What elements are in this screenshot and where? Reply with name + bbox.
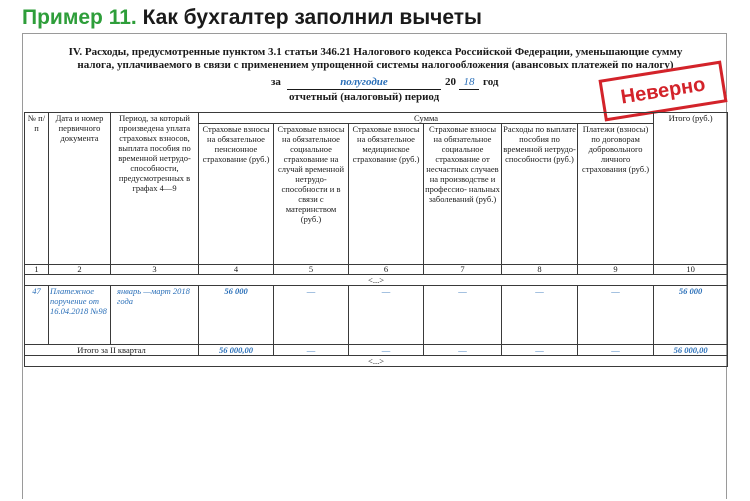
- page-title: [22, 6, 482, 30]
- header-period: Период, за который произведена уплата страховых взносов, выплата пособия по временной нетрудо- способности, предусмотренных в графах 4—9: [111, 113, 199, 265]
- header-c6: Страховые взносы на обязательное медицинское страхование (руб.): [349, 124, 424, 265]
- col-num: 8: [502, 265, 578, 275]
- total-c6: —: [349, 345, 424, 356]
- incorrect-stamp: Неверно: [598, 61, 727, 122]
- header-doc: Дата и номер первичного документа: [49, 113, 111, 265]
- ellipsis-row: [25, 275, 728, 286]
- row-c6: —: [349, 286, 424, 345]
- total-row: [25, 345, 728, 356]
- title-rest: Как бухгалтер заполнил вычеты: [136, 6, 482, 29]
- col-num: 7: [424, 265, 502, 275]
- row-doc: Платежное поручение от 16.04.2018 №98: [49, 286, 111, 345]
- header-total: Итого (руб.): [654, 113, 728, 265]
- row-total: 56 000: [654, 286, 728, 345]
- total-c8: —: [502, 345, 578, 356]
- year-prefix: 20: [445, 76, 456, 88]
- header-no: № п/п: [25, 113, 49, 265]
- header-c4: Страховые взносы на обязательное пенсионное страхование (руб.): [199, 124, 274, 265]
- total-sum: 56 000,00: [654, 345, 728, 356]
- year-value: 18: [459, 76, 479, 90]
- year-suffix: год: [483, 76, 499, 88]
- col-num: 5: [274, 265, 349, 275]
- total-c5: —: [274, 345, 349, 356]
- header-sum: Сумма: [199, 113, 654, 124]
- header-c5: Страховые взносы на обязательное социальное страхование на случай временной нетрудо- способности и в связи с материнством (руб.): [274, 124, 349, 265]
- col-num: 3: [111, 265, 199, 275]
- ellipsis-text: <...>: [25, 275, 728, 286]
- col-num: 10: [654, 265, 728, 275]
- total-label: Итого за II квартал: [25, 345, 199, 356]
- col-num: 6: [349, 265, 424, 275]
- expenses-table: [24, 112, 728, 367]
- ellipsis-row-bottom: [25, 356, 728, 367]
- ellipsis-text: <...>: [25, 356, 728, 367]
- section-heading-line1: IV. Расходы, предусмотренные пунктом 3.1 статьи 346.21 Налогового кодекса Российской Федерации, уменьшающие сумму: [68, 46, 683, 58]
- col-num: 4: [199, 265, 274, 275]
- column-number-row: [25, 265, 728, 275]
- row-no: 47: [25, 286, 49, 345]
- header-c7: Страховые взносы на обязательное социальное страхование от несчастных случаев на производстве и профессио- нальных заболеваний (руб.): [424, 124, 502, 265]
- header-c9: Платежи (взносы) по договорам добровольного личного страхования (руб.): [578, 124, 654, 265]
- title-accent: Пример 11.: [22, 6, 137, 29]
- total-c4: 56 000,00: [199, 345, 274, 356]
- col-num: 9: [578, 265, 654, 275]
- table-row: [25, 286, 728, 345]
- header-c8: Расходы по выплате пособия по временной нетрудо- способности (руб.): [502, 124, 578, 265]
- section-heading-line2: налога, уплачиваемого в связи с применением упрощенной системы налогообложения (авансовых платежей по налогу): [77, 59, 674, 71]
- row-c8: —: [502, 286, 578, 345]
- header-row-1: [25, 113, 728, 124]
- row-c7: —: [424, 286, 502, 345]
- row-c5: —: [274, 286, 349, 345]
- period-prefix: за: [271, 76, 281, 88]
- col-num: 1: [25, 265, 49, 275]
- row-c9: —: [578, 286, 654, 345]
- row-period: январь —март 2018 года: [111, 286, 199, 345]
- row-c4: 56 000: [199, 286, 274, 345]
- period-value: полугодие: [287, 76, 441, 90]
- total-c7: —: [424, 345, 502, 356]
- section-heading: [23, 46, 728, 72]
- col-num: 2: [49, 265, 111, 275]
- period-caption: отчетный (налоговый) период: [289, 91, 440, 103]
- total-c9: —: [578, 345, 654, 356]
